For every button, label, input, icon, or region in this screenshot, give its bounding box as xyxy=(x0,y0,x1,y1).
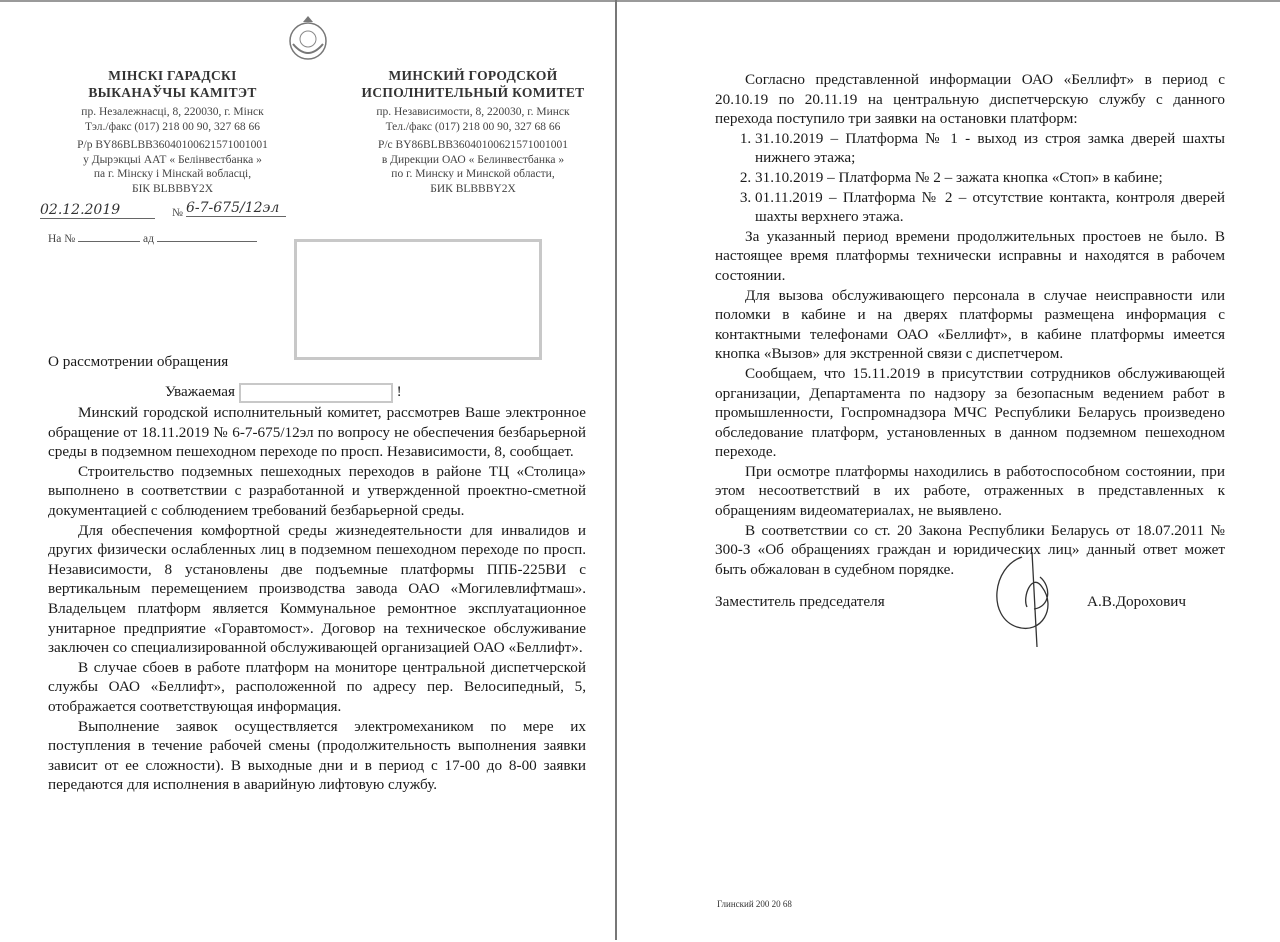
redacted-name xyxy=(239,383,393,403)
reference-line: На № ад xyxy=(48,232,257,247)
signature-icon xyxy=(982,547,1072,657)
list-item: 1. 31.10.2019 – Платформа № 1 - выход из строя замка дверей шахты нижнего этажа; xyxy=(755,129,1225,168)
letter-number: 6-7-675/12эл xyxy=(186,200,286,217)
subject: О рассмотрении обращения xyxy=(48,353,229,370)
request-list xyxy=(715,129,1225,227)
footer-executor: Глинский 200 20 68 xyxy=(717,899,792,909)
body-left: Минский городской исполнительный комитет, рассмотрев Ваше электронное обращение от 18.11.2019 № 6-7-675/12эл по вопросу не обеспечения безбарьерной среды в подземном пешеходном переходе по просп. Независимости, 8, сообщает. Строительство подземных пешеходных переходов в районе ТЦ «Столица» выполнено в соответствии с разработанной и утвержденной проектно-сметной документацией с соблюдением требований безбарьерной среды. Для обеспечения комфортной среды жизнедеятельности для инвалидов и других физически ослабленных лиц в подземном пешеходном переходе по просп. Независимости, 8 установлены две подъемные платформы ППБ-225ВИ с вертикальным перемещением производства завода ОАО «Могилевлифтмаш». Владельцем платформ является Коммунальное ремонтное эксплуатационное унитарное предприятие «Горавтомост». Договор на техническое обслуживание заключен со специализированной обслуживающей организацией ОАО «Беллифт». В случае сбоев в работе платформ на мониторе центральной диспетчерской службы ОАО «Беллифт», расположенной по адресу пер. Велосипедный, 5, отображается соответствующая информация. Выполнение заявок осуществляется электромехаником по мере их поступления в течение рабочей смены (продолжительность выполнения заявки зависит от ее сложности). В выходные дни и в период с 17-00 до 8-00 заявки передаются для исполнения в аварийную лифтовую службу. xyxy=(48,404,586,794)
letter-page-1: МІНСКІ ГАРАДСКІ ВЫКАНАЎЧЫ КАМІТЭТ пр. Незалежнасці, 8, 220030, г. Мінск Тэл./факс (017) 218 00 90, 327 68 66 Р/р BY86BLBB36040100621571001001 у Дырэкцыі ААТ « Белінвестбанка » па г. Мінску і Мінскай вобласці, БІК BLBBBY2X МИНСКИЙ ГОРОДСКОЙ ИСПОЛНИТЕЛЬНЫЙ КОМИТЕТ пр. Независимости, 8, 220030, г. Минск Тел./факс (017) 218 00 90, 327 68 66 Р/с BY86BLBB36040100621571001001 в Дирекции ОАО « Белинвестбанка » по г. Минску и Минской области, БИК BLBBBY2X 02.12.2019 № 6-7-675/12эл На № ад О рассмотрении обращения Уважаемая ! Минский городской исполнительный комитет, рассмотрев Ваше электронное обращение от 18.11.2019 № 6-7-675/12эл по вопросу не обеспечения безбарьерной среды в подземном пешеходном переходе по просп. Независимости, 8, сообщает. Строительство подземных пешеходных переходов в районе ТЦ «Столица» выполнено в соответствии с разработанной и утвержденной проектно-сметной документацией с соблюдением требований безбарьерной среды. Для обеспечения комфортной среды жизнедеятельности для инвалидов и других физически ослабленных лиц в подземном пешеходном переходе по просп. Независимости, 8 установлены две подъемные платформы ППБ-225ВИ с вертикальным перемещением производства завода ОАО «Могилевлифтмаш». Владельцем платформ является Коммунальное ремонтное эксплуатационное унитарное предприятие «Горавтомост». Договор на техническое обслуживание заключен со специализированной обслуживающей организацией ОАО «Беллифт». В случае сбоев в работе платформ на мониторе центральной диспетчерской службы ОАО «Беллифт», расположенной по адресу пер. Велосипедный, 5, отображается соответствующая информация. Выполнение заявок осуществляется электромехаником по мере их поступления в течение рабочей смены (продолжительность выполнения заявки зависит от ее сложности). В выходные дни и в период с 17-00 до 8-00 заявки передаются для исполнения в аварийную лифтовую службу. xyxy=(0,0,615,942)
letter-page-2 xyxy=(617,0,1280,942)
signer-title: Заместитель председателя xyxy=(715,593,885,610)
header-belarusian: МІНСКІ ГАРАДСКІ ВЫКАНАЎЧЫ КАМІТЭТ пр. Незалежнасці, 8, 220030, г. Мінск Тэл./факс (017) 218 00 90, 327 68 66 Р/р BY86BLBB36040100621571001001 у Дырэкцыі ААТ « Белінвестбанка » па г. Мінску і Мінскай вобласці, БІК BLBBBY2X xyxy=(77,68,268,195)
header-russian: МИНСКИЙ ГОРОДСКОЙ ИСПОЛНИТЕЛЬНЫЙ КОМИТЕТ пр. Независимости, 8, 220030, г. Минск Тел./факс (017) 218 00 90, 327 68 66 Р/с BY86BLBB36040100621571001001 в Дирекции ОАО « Белинвестбанка » по г. Минску и Минской области, БИК BLBBBY2X xyxy=(361,68,585,195)
state-emblem-icon xyxy=(283,14,333,64)
list-item: 2. 31.10.2019 – Платформа № 2 – зажата кнопка «Стоп» в кабине; xyxy=(755,168,1225,188)
body-right: Согласно представленной информации ОАО «Беллифт» в период с 20.10.19 по 20.11.19 на центральную диспетчерскую службу с данного перехода поступило три заявки на остановки платформ: 1. 31.10.2019 – Платформа № 1 - выход из строя замка дверей шахты нижнего этажа; 2. 31.10.2019 – Платформа № 2 – зажата кнопка «Стоп» в кабине; 3. 01.11.2019 – Платформа № 2 – отсутствие контакта, контроля дверей шахты верхнего этажа. За указанный период времени продолжительных простоев не было. В настоящее время платформы технически исправны и находятся в рабочем состоянии. Для вызова обслуживающего персонала в случае неисправности или поломки в кабине и на дверях платформы размещена информация с контактными телефонами ОАО «Беллифт», в кабине платформы имеется кнопка «Вызов» для экстренной связи с диспетчером. Сообщаем, что 15.11.2019 в присутствии сотрудников обслуживающей организации, Департамента по надзору за безопасным ведением работ в промышленности, Госпромнадзора МЧС Республики Беларусь произведено обследование платформ, установленных в данном подземном пешеходном переходе. При осмотре платформы находились в работоспособном состоянии, при этом несоответствий в их работе, отраженных в представленных к обращениям видеоматериалах, не выявлено. В соответствии со ст. 20 Закона Республики Беларусь от 18.07.2011 № 300-З «Об обращениях граждан и юридических лиц» данный ответ может быть обжалован в судебном порядке. xyxy=(715,70,1225,579)
salutation: Уважаемая ! xyxy=(165,382,402,403)
redacted-addressee xyxy=(294,239,542,360)
letter-date: 02.12.2019 xyxy=(40,202,155,219)
list-item: 3. 01.11.2019 – Платформа № 2 – отсутствие контакта, контроля дверей шахты верхнего этажа. xyxy=(755,188,1225,227)
signer-name: А.В.Дорохович xyxy=(1087,593,1186,610)
